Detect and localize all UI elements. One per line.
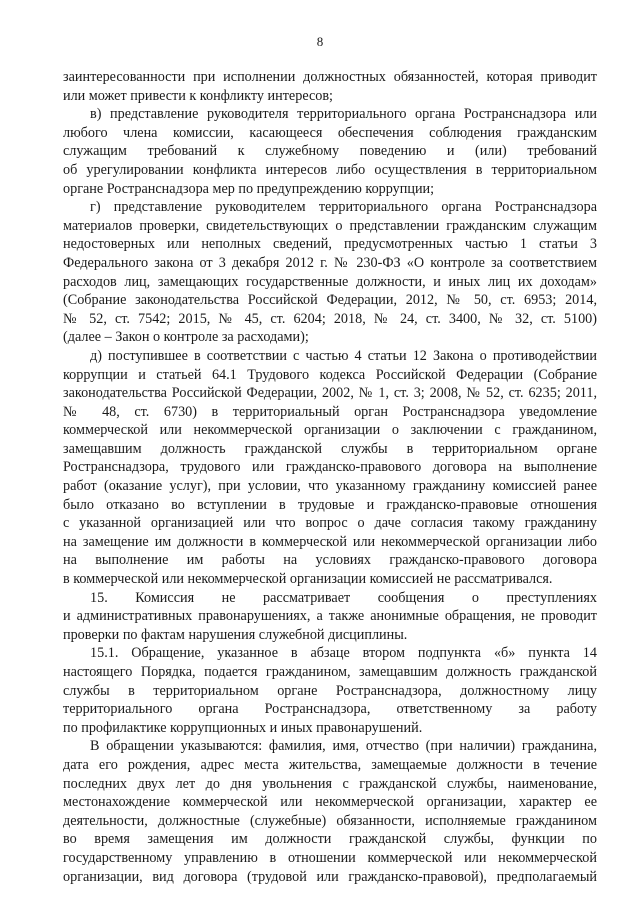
text-line: организации, вид договора (трудовой или гражданско-правовой), предполагаемый: [63, 868, 597, 885]
text-line: № 48, ст. 6730) в территориальный орган Ространснадзора уведомление: [63, 403, 597, 420]
text-line: 15. Комиссия не рассматривает сообщения о преступлениях: [90, 589, 597, 606]
text-line: № 52, ст. 7542; 2015, № 45, ст. 6204; 2018, № 24, ст. 3400, № 32, ст. 5100): [63, 310, 597, 327]
text-line: и административных правонарушениях, а также анонимные обращения, не проводит: [63, 608, 597, 625]
text-line: (Собрание законодательства Российской Федерации, 2012, № 50, ст. 6953; 2014,: [63, 292, 597, 309]
text-line: 15.1. Обращение, указанное в абзаце втором подпункта «б» пункта 14: [90, 645, 597, 662]
text-line: службы в территориальном органе Ространснадзора, должностному лицу: [63, 682, 597, 699]
text-line: коммерческой или некоммерческой организации о заключении с гражданином,: [63, 422, 597, 439]
text-line: территориального органа Ространснадзора, ответственному за работу: [63, 701, 597, 718]
text-line: в) представление руководителя территориального органа Ространснадзора или: [90, 106, 597, 123]
text-line: коррупции и статьей 64.1 Трудового кодекса Российской Федерации (Собрание: [63, 366, 597, 383]
text-line: на замещение им должности в коммерческой или некоммерческой организации либо: [63, 533, 597, 550]
paragraph-request-contents: [63, 737, 597, 886]
text-line: с указанной организацией или что вопрос о даче согласия такому гражданину: [63, 515, 597, 532]
text-line: или может привести к конфликту интересов;: [63, 87, 333, 104]
text-line: деятельности, должностные (служебные) обязанности, исполняемые гражданином: [63, 812, 597, 829]
text-line: органе Ространснадзора мер по предупреждению коррупции;: [63, 180, 435, 197]
paragraph-b-continuation: [63, 68, 597, 105]
document-body: [63, 68, 597, 886]
text-line: служащим требований к служебному поведению и (или) требований: [63, 143, 597, 160]
text-line: недостоверных или неполных сведений, предусмотренных частью 1 статьи 3: [63, 236, 597, 253]
text-line: государственному управлению в отношении коммерческой или некоммерческой: [63, 849, 597, 866]
page-number: 8: [316, 34, 324, 49]
text-line: во время замещения им должности гражданской службы, функции по: [63, 831, 597, 848]
text-line: расходов лиц, замещающих государственные должности, и иных лиц их доходам»: [63, 273, 597, 290]
text-line: местонахождение коммерческой или некоммерческой организации, характер ее: [63, 794, 597, 811]
text-line: проверки по фактам нарушения служебной дисциплины.: [63, 626, 408, 643]
paragraph-item-15: [63, 589, 597, 645]
text-line: любого члена комиссии, касающееся обеспечения соблюдения гражданским: [63, 124, 597, 141]
paragraph-item-15-1: [63, 644, 597, 737]
text-line: Федерального закона от 3 декабря 2012 г. № 230-ФЗ «О контроле за соответствием: [63, 254, 597, 271]
text-line: настоящего Порядка, подается гражданином, замещавшим должность гражданской: [63, 664, 597, 680]
text-line: по профилактике коррупционных и иных правонарушений.: [63, 719, 423, 736]
text-line: дата его рождения, адрес места жительства, замещаемые должности в течение: [63, 756, 597, 773]
text-line: последних двух лет до дня увольнения с гражданской службы, наименование,: [63, 775, 597, 792]
text-line: В обращении указываются: фамилия, имя, отчество (при наличии) гражданина,: [90, 738, 597, 755]
paragraph-item-g: [63, 198, 597, 347]
text-line: работ (оказание услуг), при условии, что указанному гражданину комиссией ранее: [63, 478, 597, 495]
text-line: замещавшим должность гражданской службы в территориальном органе: [63, 440, 597, 457]
text-line: на выполнение им работы на условиях гражданско-правового договора: [63, 552, 597, 569]
paragraph-item-v: [63, 105, 597, 198]
paragraph-item-d: [63, 347, 597, 589]
text-line: об урегулировании конфликта интересов либо осуществления в территориальном: [63, 161, 597, 178]
text-line: было отказано во вступлении в трудовые и гражданско-правовые отношения: [63, 496, 597, 513]
text-line: материалов проверки, свидетельствующих о представлении гражданским служащим: [63, 217, 597, 234]
text-line: законодательства Российской Федерации, 2002, № 1, ст. 3; 2008, № 52, ст. 6235; 2011,: [63, 385, 597, 402]
text-line: в коммерческой или некоммерческой организации комиссией не рассматривался.: [63, 571, 553, 588]
text-line: д) поступившее в соответствии с частью 4 статьи 12 Закона о противодействии: [90, 347, 597, 364]
text-line: Ространснадзора, трудового или гражданско-правового договора на выполнение: [63, 459, 597, 476]
text-line: (далее – Закон о контроле за расходами);: [63, 329, 309, 346]
text-line: г) представление руководителем территориального органа Ространснадзора: [90, 199, 597, 216]
text-line: заинтересованности при исполнении должностных обязанностей, которая приводит: [63, 69, 597, 85]
